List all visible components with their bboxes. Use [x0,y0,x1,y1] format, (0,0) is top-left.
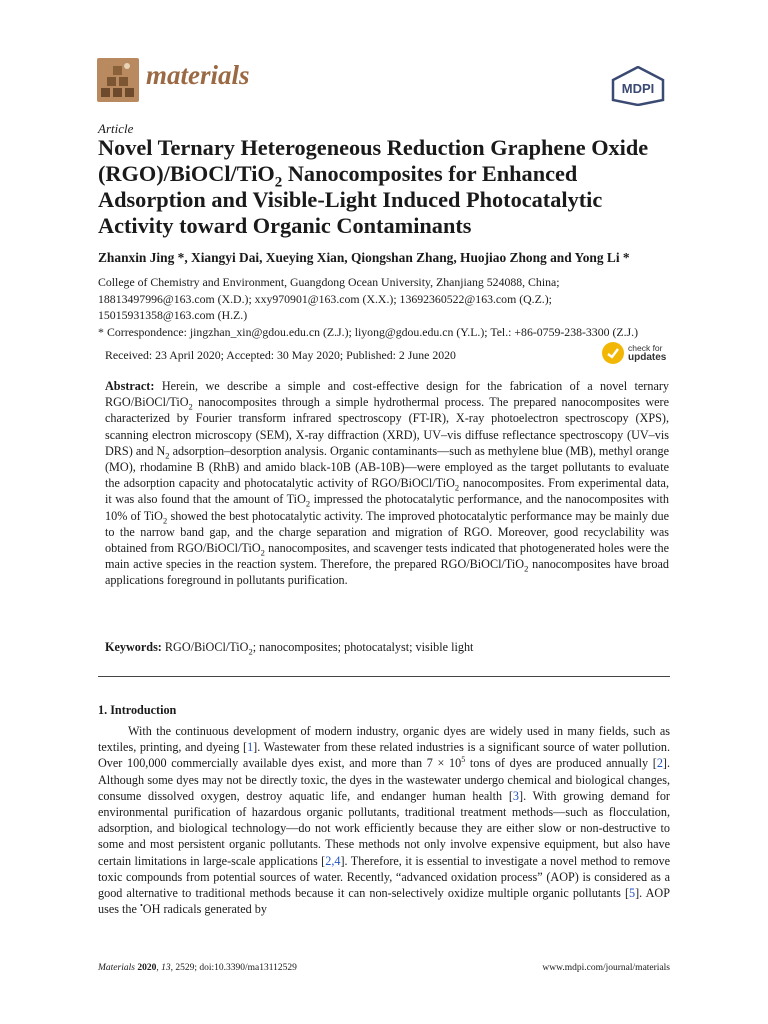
citation-link[interactable]: 1 [247,740,254,755]
article-type: Article [98,121,134,136]
footer-url[interactable]: www.mdpi.com/journal/materials [542,963,670,973]
citation-link[interactable]: 3 [512,788,520,803]
author-list: Zhanxin Jing *, Xiangyi Dai, Xueying Xian, Qiongshan Zhang, Huojiao Zhong and Yong Li * [98,250,630,265]
citation-link[interactable]: 2,4 [325,853,341,868]
affiliation-line: 15015931358@163.com (H.Z.) [98,308,248,322]
check-updates-icon [601,341,625,365]
affiliations [98,274,698,340]
section-divider [98,676,670,677]
journal-logo-icon [97,58,139,102]
check-for-updates-button[interactable]: check for updates [601,339,671,367]
abstract: Abstract: Herein, we describe a simple and cost-effective design for the fabrication of a novel ternary RGO/BiOCl/TiO$_2$ nanocomposites through a simple hydrothermal process. The prepared nanocomposites were characterized by Fourier transform infrared spectroscopy (FT-IR), X-ray photoelectron spectroscopy (XPS), scanning electron microscopy (SEM), X-ray diffraction (XRD), UV–vis diffuse reflectance spectroscopy (UV–vis DRS) and $N_2$ adsorption–desorption analysis. Organic contaminants—such as methylene blue (MB), methyl orange (MO), rhodamine B (RhB) and amido black-10B (AB-10B)—were employed as the target pollutants to evaluate the adsorption capacity and photocatalytic activity of RGO/BiOCl/TiO$_2$ nanocomposites. From experimental data, it was also found that the amount of TiO$_2$ impressed the photocatalytic performance, and the nanocomposites with 10% of TiO$_2$ showed the best photocatalytic activity. The improved photocatalytic performance may be mainly due to the narrow band gap, and the charge separation and migration of RGO. Moreover, good recyclability was obtained from RGO/BiOCl/TiO$_2$ nanocomposites, and scavenger tests indicated that photogenerated holes were the main active species in the reaction system. Therefore, the prepared RGO/BiOCl/TiO$_2$ nanocomposites have broad applications foreground in pollutants purification. [105,379,670,588]
correspondence: * Correspondence: jingzhan_xin@gdou.edu.cn (Z.J.); liyong@gdou.edu.cn (Y.L.); Tel.: +86-0759-238-3300 (Z.J.) [98,324,639,339]
intro-body: With the continuous development of modern industry, organic dyes are widely used in many fields, such as textiles, printing, and dyeing [1]. Wastewater from these related industries is a significant source of water pollution. Over 100,000 commercially available dyes exist, and more than $7 \times 10^5$ tons of dyes are produced annually [2]. Although some dyes may not be directly toxic, the dyes in the wastewater undergo chemical and biological changes, consume dissolved oxygen, destroy aquatic life, and endanger human health [3]. With growing demand for environmental purification of hazardous organic pollutants, traditional treatment methods—such as flocculation, adsorption, and biological technology—do not work efficiently because they are either slow or non-destructive to some and most persistent organic pollutants. These methods not only involve expensive equipment, but also have certain limitations in large-scale applications [2,4]. Therefore, it is essential to investigate a novel method to remove toxic compounds from potential sources of water. Recently, “advanced oxidation process” (AOP) is considered as a good alternative to traditional methods because it can non-selectively oxidize multiple organic pollutants [5]. AOP uses the •OH radicals generated by [98,724,671,917]
keywords: Keywords: RGO/BiOCl/TiO$_2$; nanocomposites; photocatalyst; visible light [105,640,474,657]
publication-dates: Received: 23 April 2020; Accepted: 30 May 2020; Published: 2 June 2020 [105,348,456,362]
publisher-label: MDPI [621,81,655,96]
citation-link[interactable]: 2 [656,756,663,771]
footer-citation: Materials 2020, 13, 2529; doi:10.3390/ma13112529 [98,963,297,973]
citation-link[interactable]: 5 [629,886,636,901]
mdpi-logo-icon [611,66,665,106]
section-heading: 1. Introduction [98,703,177,717]
paper-title: Novel Ternary Heterogeneous Reduction Graphene Oxide (RGO)/BiOCl/TiO$_2$ Nanocomposites for Enhanced Adsorption and Visible-Light Induced Photocatalytic Activity toward Organic Contaminants [98,135,649,238]
journal-name: materials [146,60,250,90]
affiliation-line: College of Chemistry and Environment, Guangdong Ocean University, Zhanjiang 524088, China; [98,275,560,289]
affiliation-line: 18813497996@163.com (X.D.); xxy970901@163.com (X.X.); 13692360522@163.com (Q.Z.); [98,291,552,306]
